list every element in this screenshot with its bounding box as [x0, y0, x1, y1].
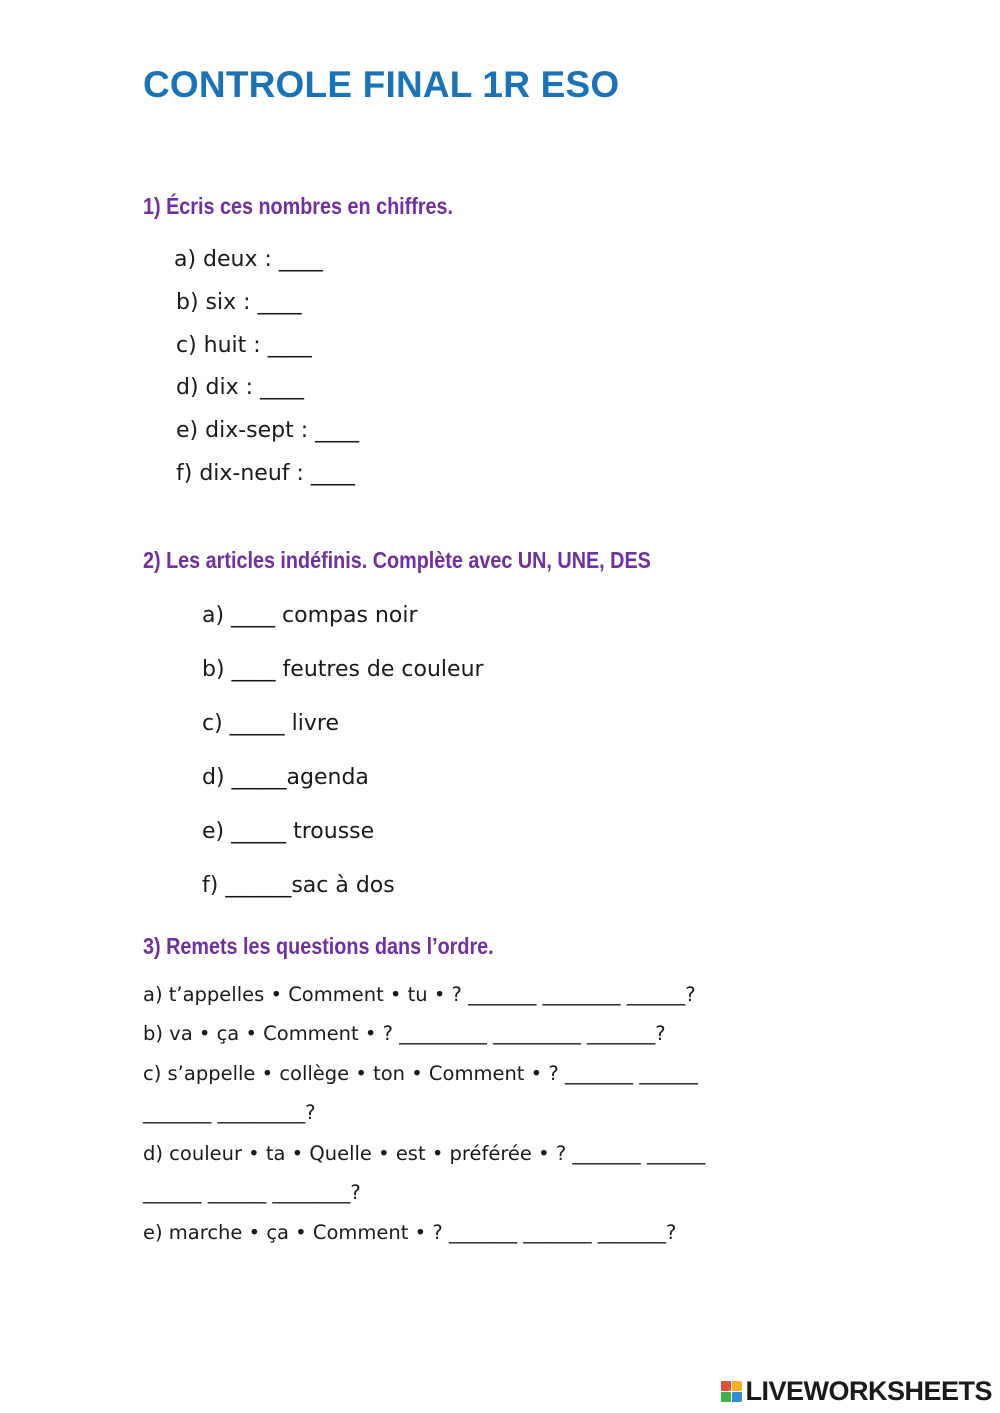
- section-1-heading: 1) Écris ces nombres en chiffres.: [143, 193, 454, 219]
- exercise-3-item-c-continued: _______ _________?: [143, 1101, 316, 1124]
- exercise-2-item-e: e) _____ trousse: [202, 819, 375, 844]
- exercise-3-item-a: a) t’appelles • Comment • tu • ? _______ ________ ______?: [143, 983, 696, 1006]
- exercise-2-item-c: c) _____ livre: [202, 711, 340, 736]
- exercise-1-item-f: f) dix-neuf : ____: [176, 461, 355, 486]
- page-title: CONTROLE FINAL 1R ESO: [143, 64, 620, 105]
- exercise-1-item-d: d) dix : ____: [176, 375, 305, 400]
- exercise-2-item-d: d) _____agenda: [202, 765, 369, 790]
- exercise-2-item-b: b) ____ feutres de couleur: [202, 657, 484, 682]
- logo-text: LIVEWORKSHEETS: [745, 1376, 992, 1406]
- liveworksheets-logo: [721, 1376, 992, 1407]
- section-3-heading: 3) Remets les questions dans l’ordre.: [143, 933, 494, 959]
- exercise-3-item-d-continued: ______ ______ ________?: [143, 1181, 361, 1204]
- exercise-2-item-a: a) ____ compas noir: [202, 603, 418, 628]
- section-2-heading: 2) Les articles indéfinis. Complète avec UN, UNE, DES: [143, 547, 651, 573]
- exercise-3-item-b: b) va • ça • Comment • ? _________ _________ _______?: [143, 1022, 666, 1045]
- exercise-3-item-e: e) marche • ça • Comment • ? _______ _______ _______?: [143, 1221, 677, 1244]
- exercise-1-item-a: a) deux : ____: [174, 247, 323, 272]
- exercise-1-item-b: b) six : ____: [176, 290, 302, 315]
- exercise-3-item-d: d) couleur • ta • Quelle • est • préférée • ? _______ ______: [143, 1142, 706, 1165]
- liveworksheets-logo-icon: [721, 1381, 742, 1402]
- exercise-3-item-c: c) s’appelle • collège • ton • Comment • ? _______ ______: [143, 1062, 698, 1085]
- exercise-1-item-e: e) dix-sept : ____: [176, 418, 360, 443]
- exercise-1-item-c: c) huit : ____: [176, 333, 312, 358]
- exercise-2-item-f: f) ______sac à dos: [202, 873, 395, 898]
